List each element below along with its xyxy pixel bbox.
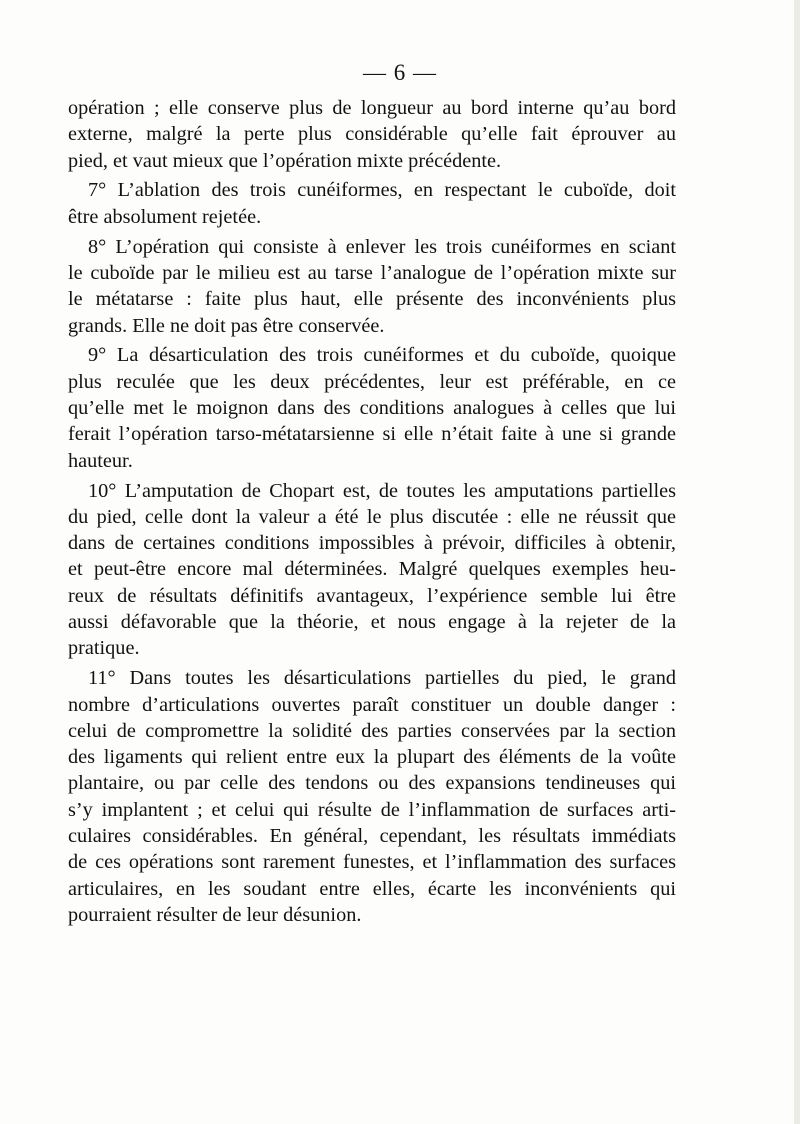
body-text bbox=[68, 95, 676, 928]
text-line: le cuboïde par le milieu est au tarse l’analogue de l’opération mixte sur bbox=[68, 261, 676, 284]
text-line: des ligaments qui relient entre eux la plupart des éléments de la voûte bbox=[68, 746, 676, 769]
text-line: articulaires, en les soudant entre elles, écarte les inconvénients qui bbox=[68, 877, 676, 900]
text-line: plus reculée que les deux précédentes, leur est préférable, en ce bbox=[68, 370, 676, 393]
text-line: grands. Elle ne doit pas être conservée. bbox=[68, 314, 385, 337]
paragraph-9 bbox=[68, 342, 676, 473]
text-line: 11° Dans toutes les désarticulations partielles du pied, le grand bbox=[88, 667, 676, 690]
text-line: nombre d’articulations ouvertes paraît constituer un double danger : bbox=[68, 693, 676, 716]
page-edge bbox=[794, 0, 800, 1124]
text-line: reux de résultats définitifs avantageux, l’expérience semble lui être bbox=[68, 584, 676, 607]
text-line: le métatarse : faite plus haut, elle présente des inconvénients plus bbox=[68, 288, 676, 311]
text-line: opération ; elle conserve plus de longueur au bord interne qu’au bord bbox=[68, 97, 676, 119]
page-number: — 6 — bbox=[363, 60, 437, 85]
text-line: 8° L’opération qui consiste à enlever les trois cunéiformes en sciant bbox=[88, 235, 676, 258]
text-line: celui de compromettre la solidité des parties conservées par la section bbox=[68, 719, 676, 742]
text-line: culaires considérables. En général, cependant, les résultats immédiats bbox=[68, 824, 676, 847]
text-line: 10° L’amputation de Chopart est, de toutes les amputations partielles bbox=[88, 479, 676, 502]
text-line: pourraient résulter de leur désunion. bbox=[68, 903, 362, 926]
paragraph-11 bbox=[68, 665, 676, 928]
text-line: s’y implantent ; et celui qui résulte de l’inflammation de surfaces arti- bbox=[68, 798, 676, 821]
text-line: pratique. bbox=[68, 637, 140, 660]
text-line: dans de certaines conditions impossibles à prévoir, difficiles à obtenir, bbox=[68, 532, 676, 555]
paragraph-continuation bbox=[68, 95, 676, 174]
text-line: et peut-être encore mal déterminées. Malgré quelques exemples heu- bbox=[68, 558, 676, 581]
paragraph-8 bbox=[68, 234, 676, 339]
text-line: ferait l’opération tarso-métatarsienne si elle n’était faite à une si grande bbox=[68, 423, 676, 446]
text-line: aussi défavorable que la théorie, et nous engage à la rejeter de la bbox=[68, 611, 676, 634]
text-line: 9° La désarticulation des trois cunéiformes et du cuboïde, quoique bbox=[88, 344, 676, 367]
text-line: 7° L’ablation des trois cunéiformes, en respectant le cuboïde, doit bbox=[88, 179, 676, 202]
text-line: être absolument rejetée. bbox=[68, 205, 262, 228]
text-line: du pied, celle dont la valeur a été le plus discutée : elle ne réussit que bbox=[68, 505, 676, 528]
paragraph-10 bbox=[68, 478, 676, 662]
text-line: hauteur. bbox=[68, 449, 133, 472]
text-line: externe, malgré la perte plus considérable qu’elle fait éprouver au bbox=[68, 123, 676, 146]
paragraph-7 bbox=[68, 177, 676, 230]
text-line: plantaire, ou par celle des tendons ou des expansions tendineuses qui bbox=[68, 772, 676, 795]
text-line: qu’elle met le moignon dans des conditions analogues à celles que lui bbox=[68, 397, 676, 420]
text-line: pied, et vaut mieux que l’opération mixte précédente. bbox=[68, 149, 502, 172]
text-line: de ces opérations sont rarement funestes, et l’inflammation des surfaces bbox=[68, 851, 676, 874]
